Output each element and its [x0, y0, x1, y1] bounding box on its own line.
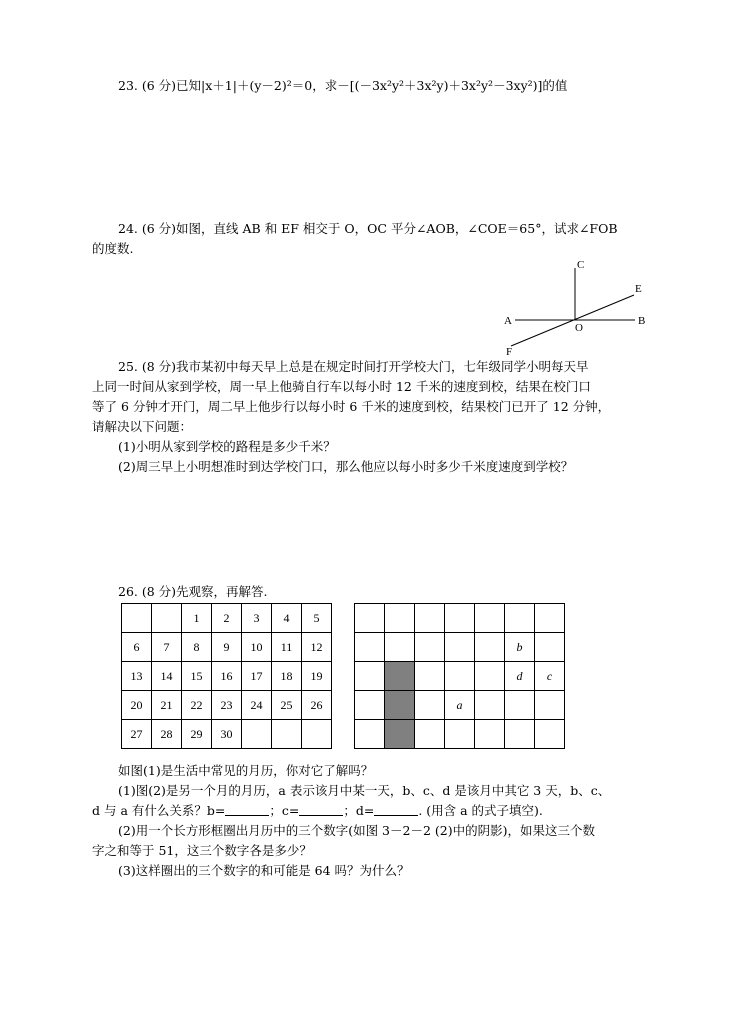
calendar-cell: 17 — [242, 662, 272, 691]
calendar-cell: 16 — [212, 662, 242, 691]
calendar-row — [122, 662, 332, 691]
label-e: E — [635, 283, 642, 295]
label-o: O — [575, 322, 583, 334]
calendar-cell — [415, 662, 445, 691]
angle-figure — [495, 250, 665, 360]
calendar-cell: 10 — [242, 633, 272, 662]
calendar-cell: 26 — [302, 691, 332, 720]
calendar-cell — [475, 662, 505, 691]
calendar-figure-1 — [121, 603, 332, 749]
calendar-cell — [355, 720, 385, 749]
calendar-cell — [535, 604, 565, 633]
calendar-row — [355, 662, 565, 691]
calendar-cell-shaded — [385, 691, 415, 720]
calendar-cell: 23 — [212, 691, 242, 720]
q26-p1-text-a: d 与 a 有什么关系？b= — [92, 803, 226, 818]
calendar-cell — [505, 720, 535, 749]
q26-p2-line1: (2)用一个长方形框圈出月历中的三个数字(如图 3－2－2 (2)中的阴影)，如果这三个数 — [118, 823, 595, 838]
answer-blank-d[interactable] — [374, 803, 418, 816]
label-c: C — [577, 259, 585, 271]
calendar-cell — [535, 691, 565, 720]
q26-p1-line1: (1)图(2)是另一个月的月历，a 表示该月中某一天，b、c、d 是该月中其它 3 天，b、c、 — [118, 783, 611, 798]
calendar-cell: 8 — [182, 633, 212, 662]
calendar-cell — [242, 720, 272, 749]
calendar-cell — [475, 604, 505, 633]
label-b: B — [638, 315, 646, 327]
calendar-cell: 4 — [272, 604, 302, 633]
calendar-cell: 1 — [182, 604, 212, 633]
calendar-cell — [535, 720, 565, 749]
calendar-cell: 28 — [152, 720, 182, 749]
calendar-cell: 19 — [302, 662, 332, 691]
calendar-cell — [415, 604, 445, 633]
calendar-cell: 6 — [122, 633, 152, 662]
calendar-cell — [475, 720, 505, 749]
q26-p1-text-d: . (用含 a 的式子填空). — [418, 803, 543, 818]
calendar-cell — [505, 604, 535, 633]
calendar-cell: 13 — [122, 662, 152, 691]
calendar-cell — [122, 604, 152, 633]
answer-blank-b[interactable] — [225, 803, 269, 816]
calendar-cell: d — [505, 662, 535, 691]
q26-p3: (3)这样圈出的三个数字的和可能是 64 吗？为什么？ — [118, 863, 410, 878]
calendar-figure-2 — [354, 603, 565, 749]
q26-p1-text-c: ；d= — [343, 803, 375, 818]
q25-sub1: (1)小明从家到学校的路程是多少千米？ — [118, 439, 336, 454]
calendar-cell: 5 — [302, 604, 332, 633]
calendar-cell — [355, 604, 385, 633]
calendar-cell: 9 — [212, 633, 242, 662]
calendar-cell: 12 — [302, 633, 332, 662]
calendar-cell: 11 — [272, 633, 302, 662]
calendar-cell: 20 — [122, 691, 152, 720]
calendar-cell: 15 — [182, 662, 212, 691]
calendar-cell — [355, 633, 385, 662]
calendar-cell — [272, 720, 302, 749]
calendar-cell — [302, 720, 332, 749]
q23-text: 23. (6 分)已知|x＋1|＋(y－2)²＝0，求－[(－3x²y²＋3x²y)＋3x²y²－3xy²)]的值 — [118, 78, 568, 93]
calendar-row — [355, 633, 565, 662]
calendar-cell — [385, 604, 415, 633]
q26-p1-text-b: ；c= — [269, 803, 300, 818]
label-f: F — [506, 346, 513, 358]
calendar-row — [122, 720, 332, 749]
calendar-cell: 24 — [242, 691, 272, 720]
calendar-cell: 27 — [122, 720, 152, 749]
label-a: A — [504, 315, 512, 327]
calendar-cell — [535, 633, 565, 662]
calendar-cell — [415, 720, 445, 749]
calendar-row — [355, 604, 565, 633]
q26-intro: 如图(1)是生活中常见的月历，你对它了解吗？ — [118, 763, 374, 778]
answer-blank-c[interactable] — [299, 803, 343, 816]
q25-line3: 等了 6 分钟才开门，周二早上他步行以每小时 6 千米的速度到校，结果校门已开了 12 分钟， — [92, 399, 611, 414]
calendar-cell — [475, 691, 505, 720]
calendar-cell: 2 — [212, 604, 242, 633]
calendar-cell — [505, 691, 535, 720]
calendar-row — [122, 691, 332, 720]
q24-line1: 24. (6 分)如图，直线 AB 和 EF 相交于 O，OC 平分∠AOB，∠COE＝65°，试求∠FOB — [118, 221, 618, 236]
calendar-cell: 25 — [272, 691, 302, 720]
calendar-row — [122, 604, 332, 633]
q26-title: 26. (8 分)先观察，再解答. — [118, 584, 268, 599]
calendar-cell — [152, 604, 182, 633]
calendar-cell: 14 — [152, 662, 182, 691]
calendar-cell: 30 — [212, 720, 242, 749]
calendar-cell: 18 — [272, 662, 302, 691]
calendar-cell — [415, 633, 445, 662]
calendar-cell — [385, 633, 415, 662]
calendar-cell: 3 — [242, 604, 272, 633]
calendar-cell: 7 — [152, 633, 182, 662]
calendar-cell — [445, 662, 475, 691]
calendar-row — [355, 691, 565, 720]
calendar-cell: c — [535, 662, 565, 691]
q26-p2-line2: 字之和等于 51，这三个数字各是多少？ — [92, 843, 312, 858]
calendar-cell — [475, 633, 505, 662]
calendar-cell: a — [445, 691, 475, 720]
calendar-cell: b — [505, 633, 535, 662]
calendar-row — [355, 720, 565, 749]
calendar-cell — [445, 604, 475, 633]
q25-line1: 25. (8 分)我市某初中每天早上总是在规定时间打开学校大门，七年级同学小明每天早 — [118, 359, 589, 374]
calendar-cell-shaded — [385, 662, 415, 691]
calendar-cell — [415, 691, 445, 720]
calendar-cell — [355, 691, 385, 720]
q25-line4: 请解决以下问题： — [92, 419, 193, 434]
calendar-cell: 29 — [182, 720, 212, 749]
calendar-cell — [445, 720, 475, 749]
q25-line2: 上同一时间从家到学校，周一早上他骑自行车以每小时 12 千米的速度到校，结果在校门口 — [92, 379, 591, 394]
calendar-row — [122, 633, 332, 662]
calendar-cell: 21 — [152, 691, 182, 720]
q24-line2: 的度数. — [92, 241, 134, 256]
calendar-cell: 22 — [182, 691, 212, 720]
calendar-cell-shaded — [385, 720, 415, 749]
q26-p1-line2 — [92, 802, 543, 820]
q25-sub2: (2)周三早上小明想准时到达学校门口，那么他应以每小时多少千米度速度到学校？ — [118, 459, 574, 474]
calendar-cell — [445, 633, 475, 662]
calendar-cell — [355, 662, 385, 691]
